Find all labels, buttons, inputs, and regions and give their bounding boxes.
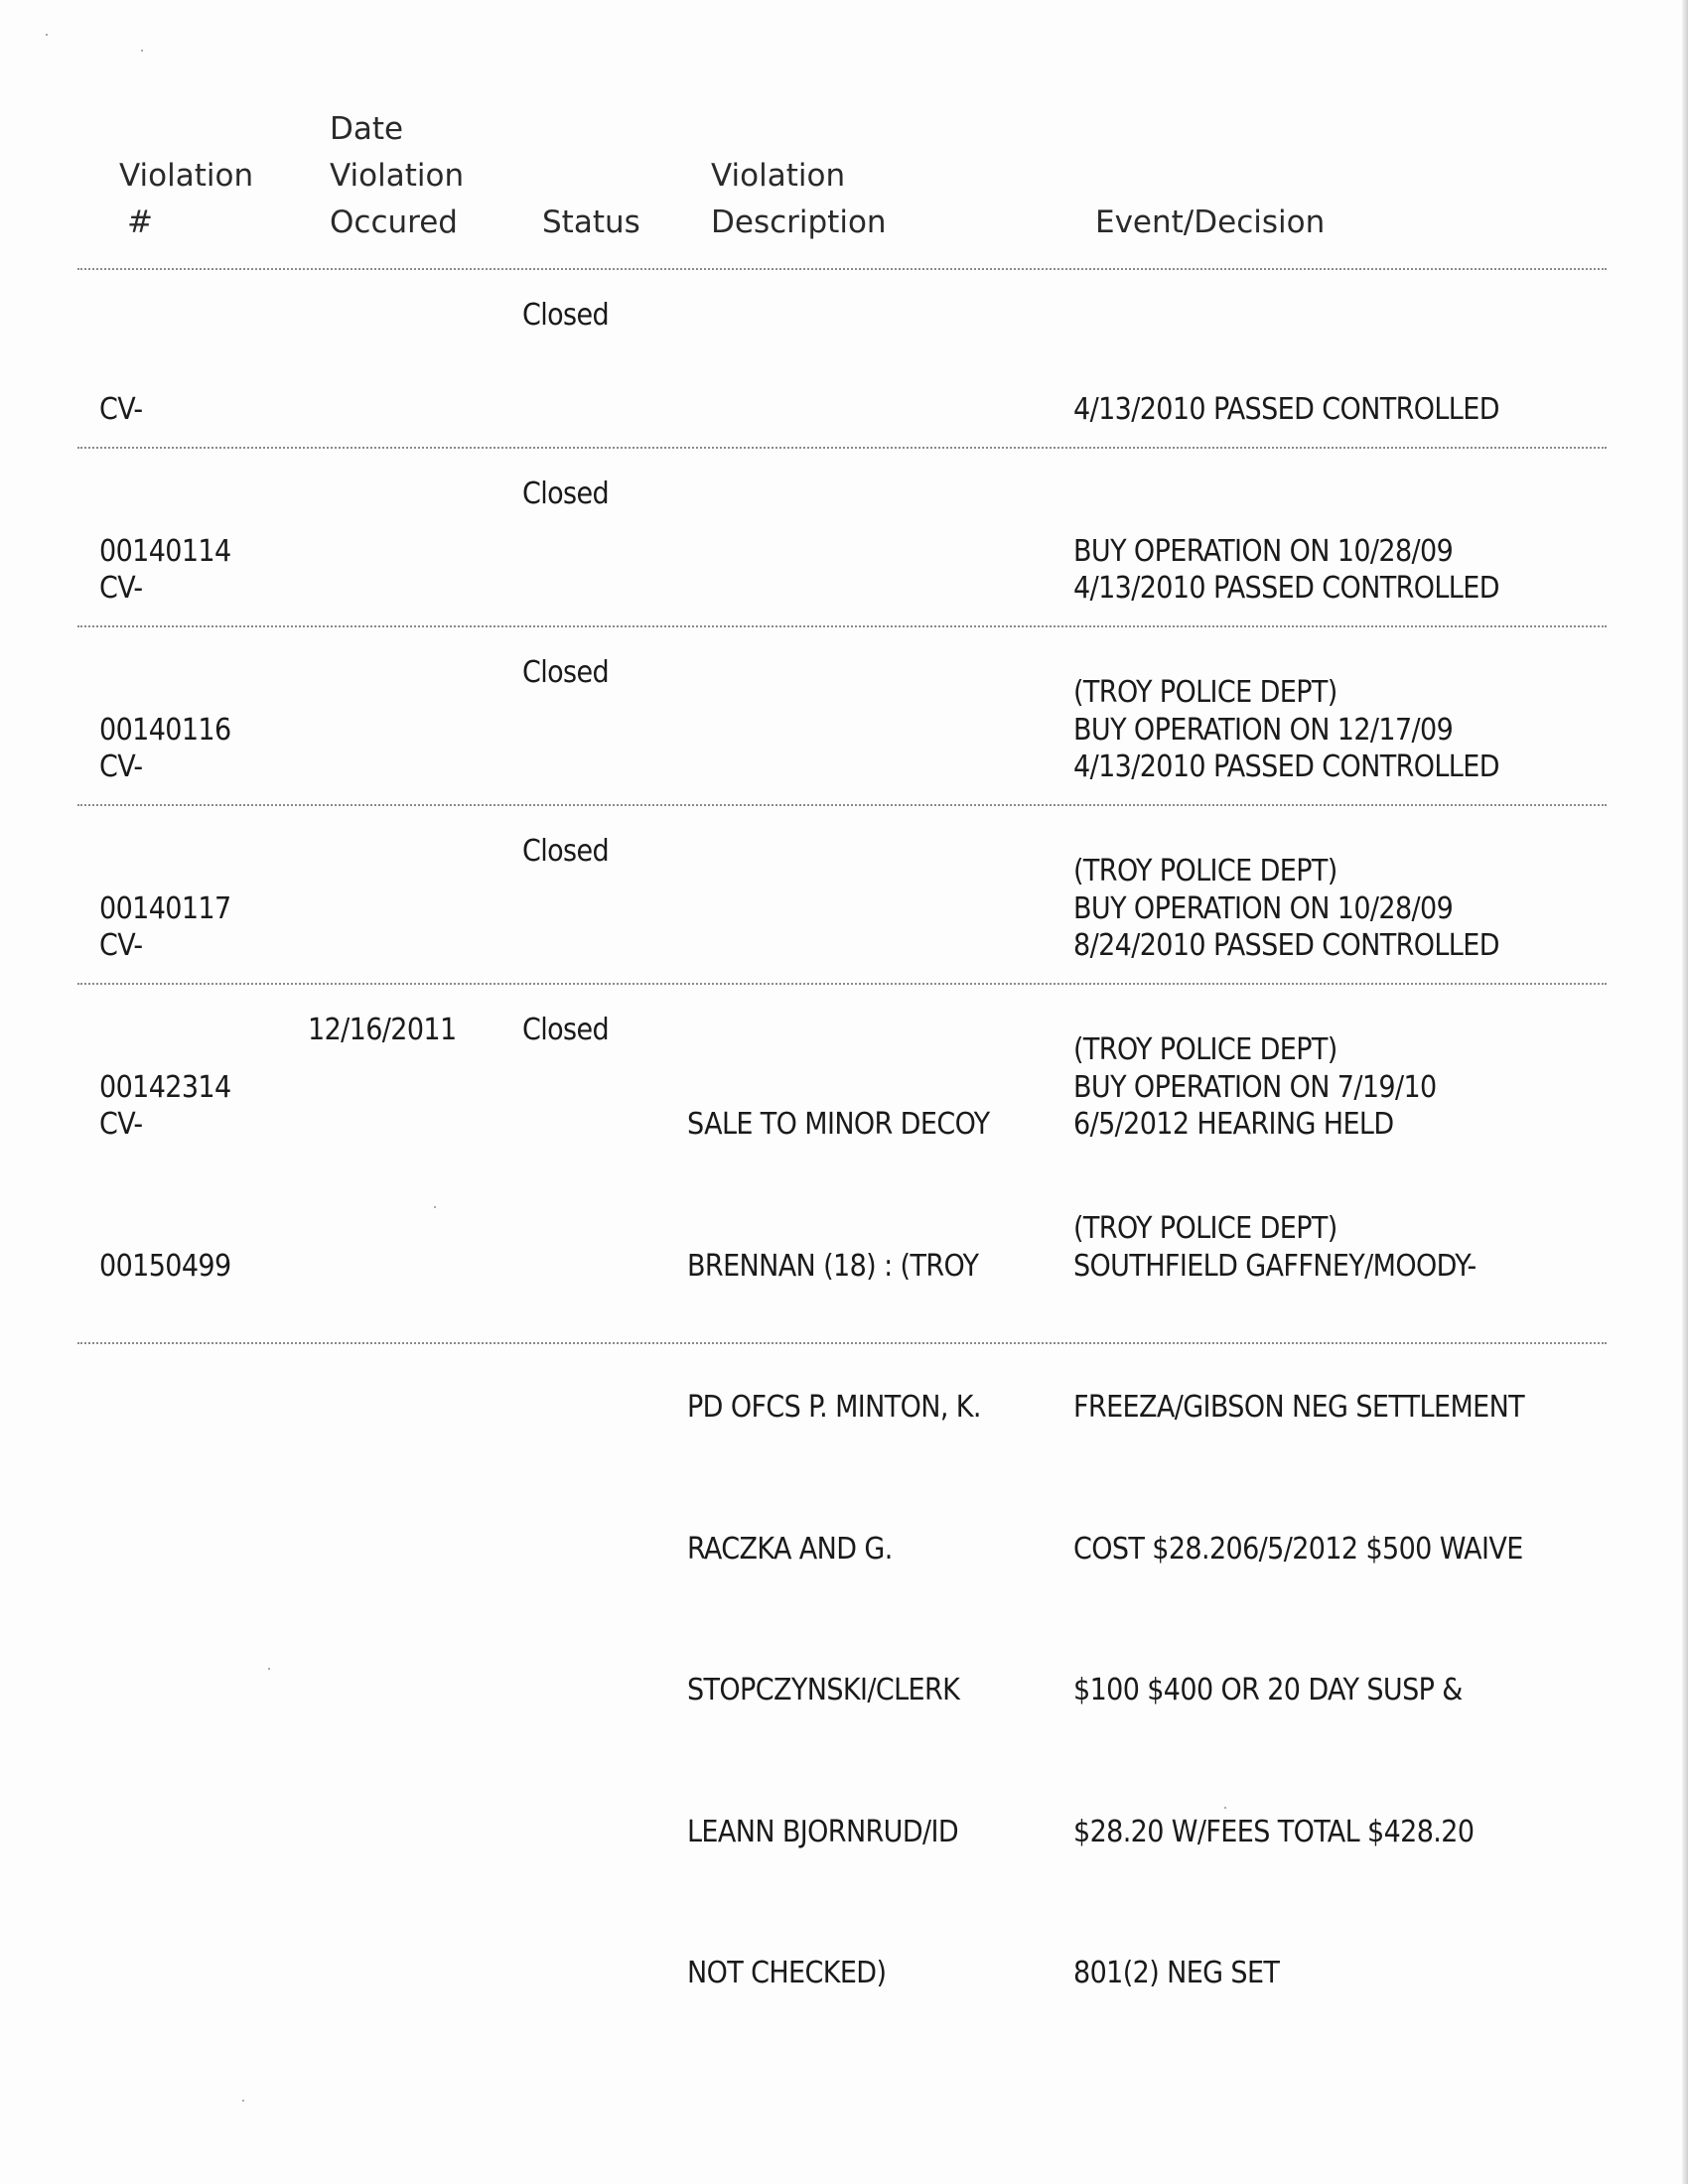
cell-line: CV-: [99, 750, 143, 784]
cell-line: $28.20 W/FEES TOTAL $428.20: [1073, 1814, 1475, 1849]
cell-line: CV-: [99, 392, 143, 427]
cell-line: 4/13/2010 PASSED CONTROLLED: [1073, 392, 1499, 427]
cell-line: BUY OPERATION ON 10/28/09: [1073, 890, 1454, 926]
page-edge-shadow: [1682, 0, 1688, 2184]
cell-line: 00140116: [99, 712, 231, 748]
event-cell: [1073, 1007, 1615, 2092]
cell-line: CV-: [99, 928, 143, 963]
cell-line: 8/24/2010 PASSED CONTROLLED: [1073, 928, 1499, 963]
scan-speck: [141, 50, 143, 52]
description-cell: [687, 1007, 1050, 2092]
cell-line: FREEZA/GIBSON NEG SETTLEMENT: [1073, 1390, 1525, 1425]
cell-line: (TROY POLICE DEPT): [1073, 1211, 1337, 1246]
scan-speck: [1224, 1807, 1226, 1809]
cell-line: 6/5/2012 HEARING HELD: [1073, 1107, 1394, 1142]
cell-line: 00150499: [99, 1248, 231, 1284]
status-cell: Closed: [522, 1013, 610, 1047]
cell-line: BUY OPERATION ON 10/28/09: [1073, 533, 1454, 569]
status-cell: Closed: [522, 298, 610, 333]
table-row: [77, 270, 1607, 710]
cell-line: 4/13/2010 PASSED CONTROLLED: [1073, 571, 1499, 606]
header-text: Description: [711, 205, 887, 240]
status-cell: Closed: [522, 477, 610, 511]
cell-line: CV-: [99, 1107, 143, 1142]
cell-line: STOPCZYNSKI/CLERK: [687, 1673, 960, 1707]
status-cell: Closed: [522, 834, 610, 869]
violation-number-cell: [99, 1007, 288, 1384]
header-date-occurred: [330, 106, 528, 246]
cell-line: (TROY POLICE DEPT): [1073, 854, 1337, 888]
cell-line: COST $28.206/5/2012 $500 WAIVE: [1073, 1531, 1523, 1567]
cell-line: LEANN BJORNRUD/ID: [687, 1814, 959, 1849]
scan-speck: [268, 1668, 270, 1670]
cell-line: (TROY POLICE DEPT): [1073, 1032, 1337, 1067]
header-text: Violation: [711, 158, 846, 194]
status-cell: Closed: [522, 655, 610, 690]
cell-line: 4/13/2010 PASSED CONTROLLED: [1073, 750, 1499, 784]
cell-line: 00140117: [99, 890, 231, 926]
date-cell: 12/16/2011: [308, 1013, 457, 1047]
cell-line: (TROY POLICE DEPT): [1073, 675, 1337, 710]
header-text: Status: [542, 205, 640, 240]
cell-line: RACZKA AND G.: [687, 1531, 893, 1567]
scan-speck: [434, 1206, 436, 1208]
cell-line: $100 $400 OR 20 DAY SUSP &: [1073, 1673, 1463, 1707]
header-text: #: [127, 205, 153, 240]
header-violation-number: [119, 153, 308, 246]
cell-line: BRENNAN (18) : (TROY: [687, 1248, 979, 1284]
cell-line: NOT CHECKED): [687, 1956, 887, 1990]
cell-line: 00140114: [99, 533, 231, 569]
cell-line: PD OFCS P. MINTON, K.: [687, 1390, 981, 1425]
cell-line: SOUTHFIELD GAFFNEY/MOODY-: [1073, 1248, 1477, 1284]
cell-line: CV-: [99, 571, 143, 606]
header-text: Date: [330, 111, 404, 147]
header-status: [542, 200, 640, 246]
scan-speck: [242, 2100, 244, 2102]
header-text: Occured: [330, 205, 458, 240]
cell-line: SALE TO MINOR DECOY: [687, 1107, 990, 1142]
cell-line: BUY OPERATION ON 7/19/10: [1073, 1069, 1437, 1105]
scan-speck: [46, 34, 48, 36]
header-text: Event/Decision: [1095, 205, 1326, 240]
cell-line: 00142314: [99, 1069, 231, 1105]
header-description: [711, 153, 969, 246]
header-text: Violation: [330, 158, 465, 194]
header-text: Violation: [119, 158, 254, 194]
cell-line: 801(2) NEG SET: [1073, 1956, 1280, 1990]
table-row: [77, 985, 1607, 1990]
table-row: [77, 449, 1607, 888]
violations-table: [77, 99, 1607, 1990]
header-event-decision: [1095, 200, 1325, 246]
cell-line: BUY OPERATION ON 12/17/09: [1073, 712, 1454, 748]
table-header: [77, 99, 1607, 268]
